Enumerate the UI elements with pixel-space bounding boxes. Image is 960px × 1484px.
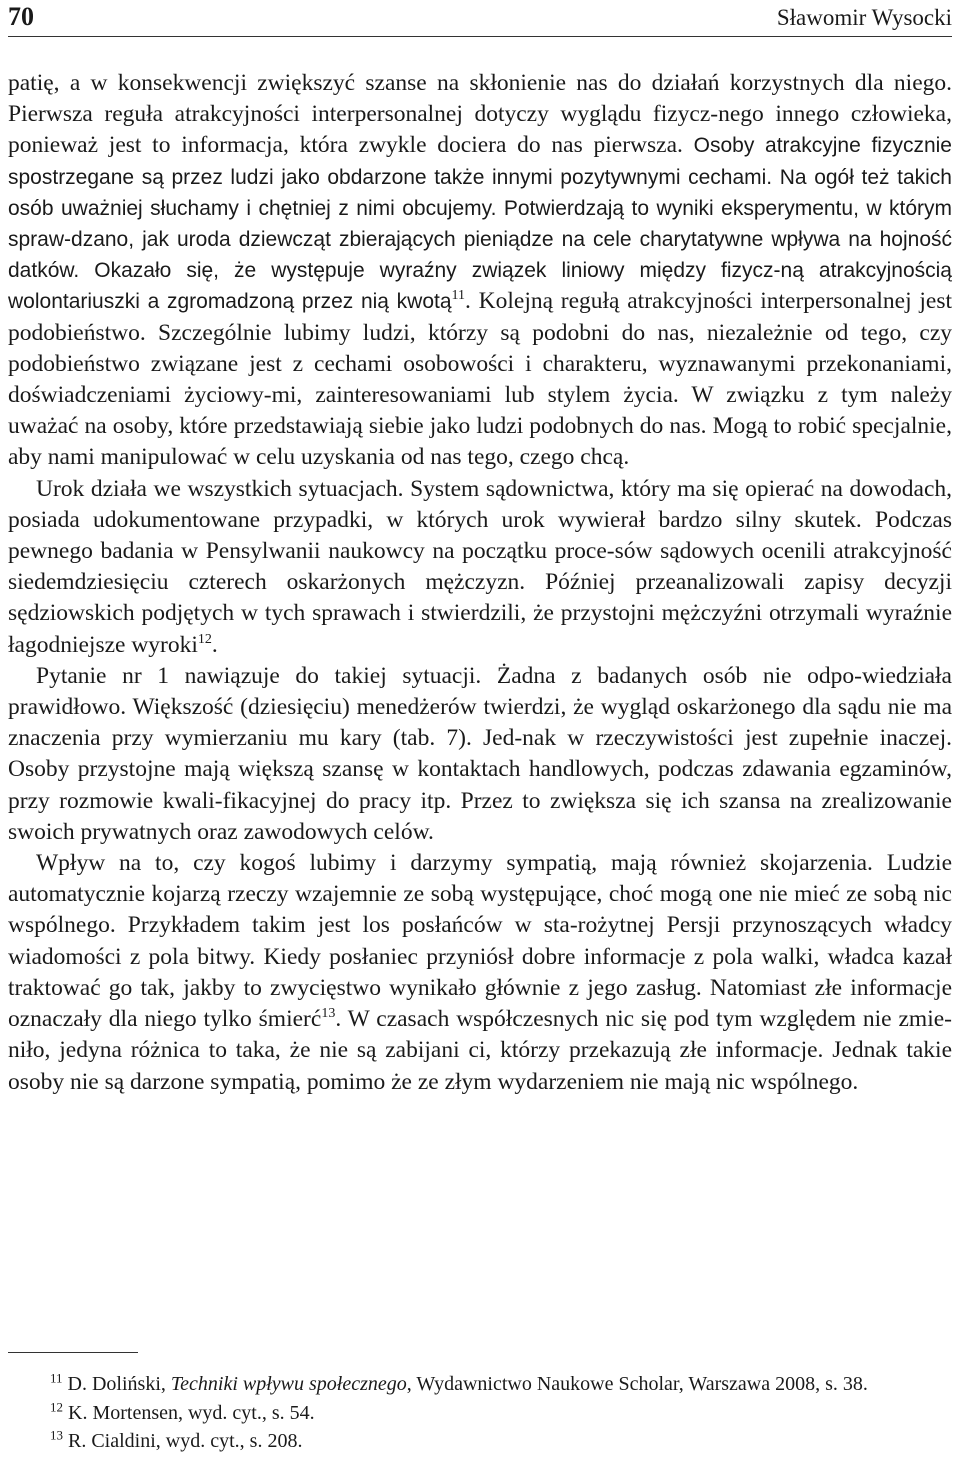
paragraph-2 bbox=[8, 474, 952, 661]
paragraph-1-part-a: patię, a w konsekwencji zwiększyć szanse na skłonienie nas do działań korzystnych dla niego. Pierwsza reguła atrakcyjności interpersonalnej dotyczy wyglądu fizycz-nego innego człowieka, ponieważ jest to informacja, która zwykle dociera do nas pierwsza. bbox=[8, 70, 952, 159]
footnote-rule bbox=[8, 1352, 138, 1353]
footnote-number: 11 bbox=[50, 1370, 63, 1386]
page-header bbox=[8, 2, 952, 34]
footnote-number: 13 bbox=[50, 1427, 63, 1443]
footnote-number: 12 bbox=[50, 1398, 63, 1414]
paragraph-1-part-b: Osoby atrakcyjne fizycznie spostrzegane są przez ludzi jako obdarzone także innymi pozytywnymi cechami. Na ogół też takich osób uważniej słuchamy i chętniej z nimi obcujemy. Potwierdzają to wyniki eksperymentu, w którym spraw-dzano, jak uroda dziewcząt zbierających pieniądze na cele charytatywne wpływa na hojność datków. Okazało się, że występuje wyraźny związek liniowy między fizycz-ną atrakcyjnością wolontariuszki a zgromadzoną przez nią kwotą bbox=[8, 134, 952, 314]
paragraph-4 bbox=[8, 848, 952, 1098]
paragraph-1 bbox=[8, 68, 952, 474]
paragraph-2-part-b: . bbox=[211, 631, 218, 658]
footnote-ref-11[interactable]: 11 bbox=[451, 288, 466, 304]
footnote-11-title: Techniki wpływu społecznego bbox=[170, 1373, 407, 1395]
paragraph-2-part-a: Urok działa we wszystkich sytuacjach. System sądownictwa, który ma się opierać na dowodach, posiada udokumentowane przypadki, w których urok wywierał bardzo silny skutek. Podczas pewnego badania w Pensylwanii naukowcy na początku proce-sów sądowych ocenili atrakcyjność siedemdziesięciu czterech oskarżonych mężczyzn. Później przeanalizowali zapisy decyzji sędziowskich podjętych w tych sprawach i stwierdzili, że przystojni mężczyźni otrzymali wyraźnie łagodniejsze wyroki bbox=[8, 475, 952, 658]
body-text bbox=[8, 68, 952, 1098]
footnotes bbox=[8, 1370, 952, 1456]
footnote-11 bbox=[8, 1370, 952, 1399]
running-head-author: Sławomir Wysocki bbox=[776, 5, 952, 30]
paragraph-3: Pytanie nr 1 nawiązuje do takiej sytuacji. Żadna z badanych osób nie odpo-wiedziała prawidłowo. Większość (dziesięciu) menedżerów twierdzi, że wygląd oskarżonego dla sądu nie ma znaczenia przy wymierzaniu mu kary (tab. 7). Jed-nak w rzeczywistości jest zupełnie inaczej. Osoby przystojne mają większą szansę w kontaktach handlowych, podczas zdawania egzaminów, przy rozmowie kwali-fikacyjnej do pracy itp. Przez to zwiększa się ich szansa na zrealizowanie swoich prywatnych oraz zawodowych celów. bbox=[8, 662, 952, 845]
footnote-11-after: , Wydawnictwo Naukowe Scholar, Warszawa 2008, s. 38. bbox=[406, 1373, 868, 1395]
paragraph-1-part-d: Szczególnie lubimy ludzi, którzy są podobni do nas, niezależnie od tego, czy podobieństwo związane jest z cechami osobowości i charakteru, wyznawanymi przekonaniami, doświadczeniami życiowy-mi, zainteresowaniami lub stylem życia. W związku z tym należy uważać na osoby, które przedstawiają siebie jako ludzi podobnych do nas. Mogą to robić specjalnie, aby nami manipulować w celu uzyskania od nas tego, czego chcą. bbox=[8, 319, 952, 471]
paragraph-4-part-a: Wpływ na to, czy kogoś lubimy i darzymy sympatią, mają również skojarzenia. Ludzie automatycznie kojarzą rzeczy wzajemnie ze sobą występujące, choć mogą one nie mieć ze sobą nic wspólnego. Przykładem takim jest los posłańców w sta-rożytnej Persji przynoszących władcy wiadomości z pola bitwy. Kiedy posłaniec przyniósł dobre informacje z pola walki, władca kazał traktować go tak, jakby to zwycięstwo wynikało głównie z jego zasług. Natomiast złe informacje oznaczały dla niego tylko śmierć bbox=[8, 850, 952, 1033]
header-rule bbox=[8, 36, 952, 37]
page-number: 70 bbox=[8, 2, 34, 31]
footnote-11-before: D. Doliński, bbox=[67, 1373, 171, 1395]
footnote-12-text: K. Mortensen, wyd. cyt., s. 54. bbox=[68, 1401, 315, 1424]
footnote-12 bbox=[8, 1399, 952, 1428]
footnote-13 bbox=[8, 1427, 952, 1456]
paragraph-1-part-c: . Kolejną regułą atrakcyjności interpersonalnej jest podobieństwo. bbox=[8, 288, 953, 346]
footnote-ref-13[interactable]: 13 bbox=[321, 1006, 336, 1022]
paragraph-4-part-b: . W czasach współczesnych nic się pod tym względem nie zmie-niło, jedyna różnica to taka, że nie są zabijani ci, którzy przekazują złe informacje. Jednak takie osoby nie są darzone sympatią, pomimo że ze złym wydarzeniem nie mają nic wspólnego. bbox=[8, 1006, 952, 1095]
footnote-ref-12[interactable]: 12 bbox=[197, 631, 212, 647]
footnote-13-text: R. Cialdini, wyd. cyt., s. 208. bbox=[68, 1430, 303, 1452]
